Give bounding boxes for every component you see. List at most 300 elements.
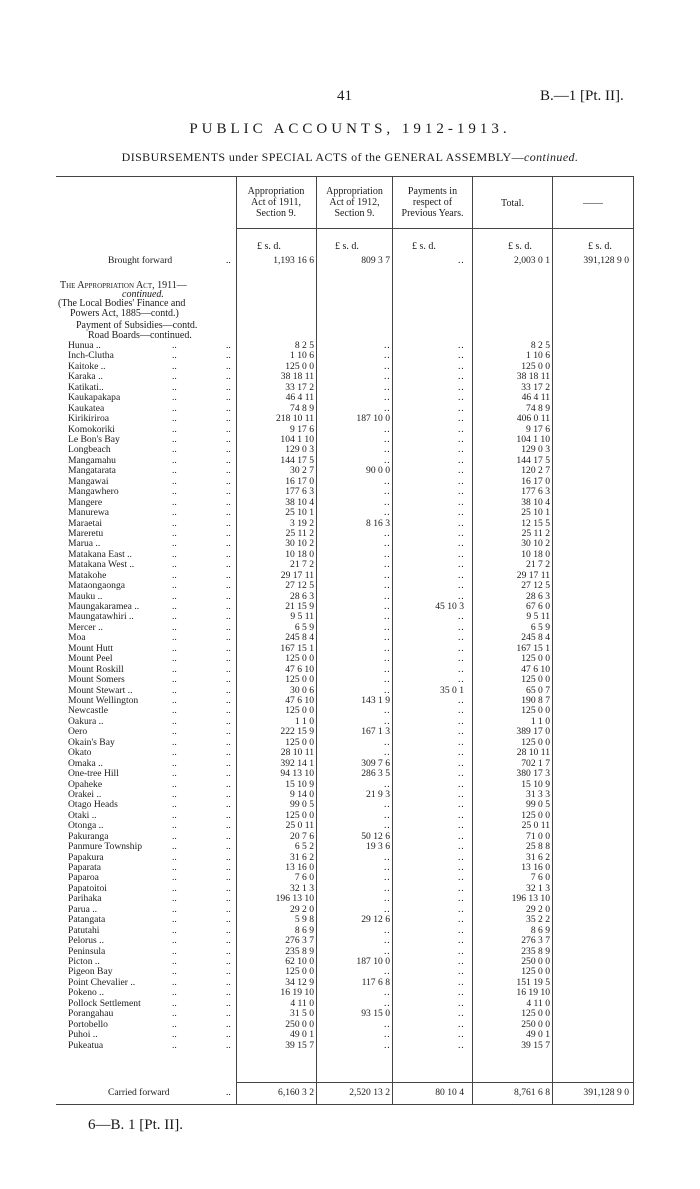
leader-dots: ..: [172, 496, 177, 508]
leader-dots: ..: [226, 632, 231, 644]
leader-dots: ..: [226, 726, 231, 738]
amount-total: 32 1 3: [526, 882, 550, 894]
amount-total: 16 17 0: [521, 475, 550, 487]
amount-total: 177 6 3: [521, 486, 550, 498]
amount-1911: 32 1 3: [290, 882, 314, 894]
amount-1911: 25 0 11: [285, 820, 314, 832]
road-board-name: Paparata: [68, 862, 102, 873]
leader-dots: ..: [226, 548, 231, 560]
road-board-name: Longbeach: [68, 444, 111, 456]
leader-dots: ..: [172, 674, 177, 686]
leader-dots: ..: [226, 799, 231, 811]
table-row: [0, 477, 700, 487]
amount-1911: 30 0 6: [290, 684, 314, 696]
amount-1911: 31 6 2: [290, 851, 314, 863]
amount-1912: ‥: [383, 454, 390, 466]
amount-1911: 7 6 0: [294, 872, 314, 884]
amount-previous-years: ‥: [457, 945, 464, 957]
leader-dots: ..: [226, 862, 231, 873]
table-row: [0, 1020, 700, 1030]
leader-dots: ..: [172, 976, 177, 988]
road-board-name: Matakohe: [68, 569, 107, 581]
road-board-name: Newcastle: [68, 705, 108, 717]
amount-1911: 25 10 1: [285, 507, 314, 518]
leader-dots: ..: [172, 663, 177, 675]
table-row: [0, 727, 700, 737]
table-row: [0, 633, 700, 643]
amount-1912: ‥: [383, 653, 390, 665]
amount-total: 33 17 2: [521, 381, 550, 393]
road-board-name: Mauku ..: [68, 590, 103, 602]
amount-total: 65 0 7: [526, 684, 550, 696]
road-board-name: Pigeon Bay: [68, 966, 113, 978]
carried-forward-label: Carried forward: [108, 1087, 170, 1098]
table-row: [0, 884, 700, 894]
amount-total: 15 10 9: [521, 778, 550, 790]
leader-dots: ..: [172, 1018, 177, 1030]
amount-previous-years: ‥: [457, 966, 464, 978]
amount-1912: ‥: [383, 434, 390, 445]
road-board-name: Kaitoke ..: [68, 360, 106, 372]
amount-previous-years: ‥: [457, 402, 464, 414]
amount-1911: 218 10 11: [275, 413, 314, 425]
carried-forward-1911: 6,160 3 2: [278, 1087, 314, 1098]
leader-dots: ..: [172, 1039, 177, 1051]
road-board-name: Puhoi ..: [68, 1029, 98, 1040]
leader-dots: ..: [226, 663, 231, 675]
amount-total: 1 1 0: [530, 715, 550, 727]
road-board-name: Patangata: [68, 914, 106, 926]
amount-total: 235 8 9: [521, 945, 550, 957]
page-footer: 6—B. 1 [Pt. II].: [88, 1117, 183, 1133]
amount-total: 9 17 6: [526, 423, 550, 435]
leader-dots: ..: [172, 705, 177, 717]
table-row: [0, 487, 700, 497]
amount-1911: 9 17 6: [290, 423, 314, 435]
amount-total: 27 12 5: [521, 580, 550, 592]
amount-total: 28 10 11: [516, 747, 550, 759]
amount-previous-years: ‥: [457, 882, 464, 894]
table-row: [0, 686, 700, 696]
leader-dots: ..: [226, 1087, 231, 1098]
leader-dots: ..: [226, 768, 231, 779]
road-board-name: Le Bon's Bay: [68, 434, 120, 445]
amount-1912: ‥: [383, 997, 390, 1009]
table-row: [0, 456, 700, 466]
table-row: [0, 654, 700, 664]
column-header-line: Appropriation: [326, 186, 383, 197]
road-board-name: Kaukapakapa: [68, 392, 121, 404]
road-board-name: Kaukatea: [68, 402, 105, 414]
amount-1912: ‥: [383, 987, 390, 999]
leader-dots: ..: [172, 747, 177, 759]
amount-1911: 21 7 2: [290, 559, 314, 571]
leader-dots: ..: [226, 507, 231, 518]
leader-dots: ..: [172, 799, 177, 811]
road-board-name: One-tree Hill: [68, 768, 119, 779]
amount-previous-years: ‥: [457, 653, 464, 665]
amount-previous-years: ‥: [457, 381, 464, 393]
leader-dots: ..: [172, 851, 177, 863]
leader-dots: ..: [226, 935, 231, 947]
leader-dots: ..: [172, 569, 177, 581]
amount-1911: 125 0 0: [285, 966, 314, 978]
amount-previous-years: ‥: [457, 548, 464, 560]
amount-previous-years: ‥: [457, 747, 464, 759]
leader-dots: ..: [172, 527, 177, 539]
amount-total: 21 7 2: [526, 559, 550, 571]
leader-dots: ..: [226, 851, 231, 863]
amount-previous-years: ‥: [457, 413, 464, 425]
road-board-name: Pelorus ..: [68, 935, 104, 947]
amount-previous-years: ‥: [457, 434, 464, 445]
header-rule: [236, 228, 634, 229]
amount-previous-years: 45 10 3: [435, 601, 464, 612]
leader-dots: ..: [172, 997, 177, 1009]
leader-dots: ..: [226, 945, 231, 957]
amount-previous-years: ‥: [457, 705, 464, 717]
amount-total: 250 0 0: [521, 956, 550, 967]
amount-total: 49 0 1: [526, 1029, 550, 1040]
amount-total: 31 6 2: [526, 851, 550, 863]
sub-act-heading: (The Local Bodies' Finance and: [58, 298, 186, 309]
amount-previous-years: ‥: [457, 360, 464, 372]
amount-1911: 29 2 0: [290, 903, 314, 915]
amount-1912: 117 6 8: [361, 976, 390, 988]
leader-dots: ..: [172, 434, 177, 445]
amount-1912: 50 12 6: [361, 830, 390, 842]
leader-dots: ..: [226, 914, 231, 926]
column-header-line: Act of 1911,: [251, 197, 301, 208]
column-header-1912: [317, 186, 392, 219]
table-row: [0, 1041, 700, 1051]
road-board-name: Pukeatua: [68, 1039, 104, 1051]
currency-marker: £ s. d.: [508, 241, 532, 252]
road-board-name: Pokeno ..: [68, 987, 104, 999]
amount-1911: 94 13 10: [280, 768, 314, 779]
table-row: [0, 905, 700, 915]
amount-1912: ‥: [383, 486, 390, 498]
amount-1912: ‥: [383, 580, 390, 592]
leader-dots: ..: [172, 809, 177, 821]
road-boards-heading: Road Boards—continued.: [88, 330, 192, 341]
amount-1911: 129 0 3: [285, 444, 314, 456]
table-row: [0, 926, 700, 936]
leader-dots: ..: [172, 621, 177, 633]
leader-dots: ..: [172, 820, 177, 832]
amount-1912: ‥: [383, 642, 390, 654]
amount-previous-years: ‥: [457, 569, 464, 581]
leader-dots: ..: [226, 1008, 231, 1020]
amount-total: 104 1 10: [516, 434, 550, 445]
amount-1911: 392 14 1: [280, 757, 314, 769]
leader-dots: ..: [226, 997, 231, 1009]
amount-1911: 144 17 5: [280, 454, 314, 466]
road-board-name: Orakei ..: [68, 788, 102, 800]
amount-total: 67 6 0: [526, 601, 550, 612]
amount-total: 702 1 7: [521, 757, 550, 769]
amount-1912: ‥: [383, 1018, 390, 1030]
amount-1911: 235 8 9: [285, 945, 314, 957]
leader-dots: ..: [172, 601, 177, 612]
road-board-name: Mangamahu: [68, 454, 116, 466]
leader-dots: ..: [172, 841, 177, 853]
amount-total: 39 15 7: [521, 1039, 550, 1051]
table-row: [0, 999, 700, 1009]
amount-1911: 8 2 5: [294, 340, 314, 351]
amount-1912: ‥: [383, 350, 390, 362]
amount-total: 46 4 11: [521, 392, 550, 404]
amount-total: 129 0 3: [521, 444, 550, 456]
leader-dots: ..: [226, 255, 231, 266]
amount-total: 389 17 0: [516, 726, 550, 738]
leader-dots: ..: [226, 830, 231, 842]
amount-total: 151 19 5: [516, 976, 550, 988]
leader-dots: ..: [226, 434, 231, 445]
leader-dots: ..: [172, 956, 177, 967]
amount-previous-years: ‥: [457, 580, 464, 592]
leader-dots: ..: [172, 486, 177, 498]
amount-total: 35 2 2: [526, 914, 550, 926]
carried-forward-other: 391,128 9 0: [583, 1087, 629, 1098]
table-row: [0, 780, 700, 790]
leader-dots: ..: [226, 371, 231, 383]
amount-1912: ‥: [383, 392, 390, 404]
road-board-name: Kirikiriroa: [68, 413, 110, 425]
amount-total: 99 0 5: [526, 799, 550, 811]
table-row: [0, 769, 700, 779]
leader-dots: ..: [172, 778, 177, 790]
carried-forward-previous: 80 10 4: [435, 1087, 464, 1098]
leader-dots: ..: [172, 392, 177, 404]
amount-total: 245 8 4: [521, 632, 550, 644]
amount-previous-years: ‥: [457, 392, 464, 404]
amount-1911: 125 0 0: [285, 736, 314, 748]
leader-dots: ..: [172, 966, 177, 978]
amount-total: 10 18 0: [521, 548, 550, 560]
column-header-line: respect of: [412, 197, 453, 208]
amount-total: 125 0 0: [521, 1008, 550, 1020]
amount-previous-years: ‥: [457, 486, 464, 498]
amount-1912: ‥: [383, 872, 390, 884]
table-row: [0, 529, 700, 539]
leader-dots: ..: [172, 350, 177, 362]
leader-dots: ..: [226, 381, 231, 393]
sub-act-heading-2: Powers Act, 1885—contd.): [70, 308, 179, 319]
amount-1912: ‥: [383, 809, 390, 821]
leader-dots: ..: [172, 611, 177, 623]
amount-1911: 20 7 6: [290, 830, 314, 842]
amount-1911: 38 18 11: [280, 371, 314, 383]
amount-1911: 28 10 11: [280, 747, 314, 759]
amount-1912: ‥: [383, 674, 390, 686]
amount-1911: 33 17 2: [285, 381, 314, 393]
amount-1912: ‥: [383, 966, 390, 978]
brought-forward-row: [0, 256, 700, 266]
leader-dots: ..: [226, 674, 231, 686]
amount-1911: 34 12 9: [285, 976, 314, 988]
road-board-name: Mareretu: [68, 527, 104, 539]
leader-dots: ..: [226, 590, 231, 602]
column-header-line: Payments in: [407, 186, 458, 197]
amount-1912: 93 15 0: [361, 1008, 390, 1020]
amount-previous-years: ‥: [457, 851, 464, 863]
amount-1912: ‥: [383, 935, 390, 947]
leader-dots: ..: [172, 914, 177, 926]
amount-1911: 10 18 0: [285, 548, 314, 560]
leader-dots: ..: [172, 788, 177, 800]
leader-dots: ..: [226, 475, 231, 487]
table-row: [0, 947, 700, 957]
leader-dots: ..: [172, 538, 177, 550]
amount-total: 12 15 5: [521, 517, 550, 529]
amount-total: 276 3 7: [521, 935, 550, 947]
amount-total: 1 10 6: [526, 350, 550, 362]
road-board-name: Paparoa: [68, 872, 99, 884]
amount-1912: ‥: [383, 799, 390, 811]
road-board-name: Parua ..: [68, 903, 98, 915]
amount-1912: ‥: [383, 475, 390, 487]
leader-dots: ..: [172, 580, 177, 592]
amount-1911: 177 6 3: [285, 486, 314, 498]
table-row: [0, 623, 700, 633]
leader-dots: ..: [226, 601, 231, 612]
page-subtitle: [0, 150, 700, 165]
amount-1912: ‥: [383, 1039, 390, 1051]
table-row: [0, 800, 700, 810]
amount-total: 30 10 2: [521, 538, 550, 550]
amount-previous-years: ‥: [457, 350, 464, 362]
leader-dots: ..: [226, 788, 231, 800]
leader-dots: ..: [172, 695, 177, 706]
amount-1912: ‥: [383, 715, 390, 727]
leader-dots: ..: [172, 945, 177, 957]
amount-total: 31 3 3: [526, 788, 550, 800]
leader-dots: ..: [172, 642, 177, 654]
leader-dots: ..: [226, 653, 231, 665]
amount-total: 120 2 7: [521, 465, 550, 477]
amount-1912: 90 0 0: [366, 465, 390, 477]
road-board-name: Hunua ..: [68, 340, 101, 351]
table-row: [0, 1009, 700, 1019]
road-board-name: Moa: [68, 632, 86, 644]
table-row: [0, 988, 700, 998]
table-row: [0, 362, 700, 372]
amount-previous-years: ‥: [457, 862, 464, 873]
leader-dots: ..: [172, 517, 177, 529]
amount-total: 196 13 10: [511, 893, 550, 905]
act-heading: The Appropriation Act, 1911—: [60, 280, 187, 291]
leader-dots: ..: [172, 872, 177, 884]
road-board-name: Porangahau: [68, 1008, 114, 1020]
amount-1912: ‥: [383, 423, 390, 435]
currency-marker: £ s. d.: [588, 241, 612, 252]
leader-dots: ..: [172, 893, 177, 905]
leader-dots: ..: [172, 903, 177, 915]
leader-dots: ..: [226, 360, 231, 372]
road-board-name: Mangawai: [68, 475, 109, 487]
leader-dots: ..: [226, 559, 231, 571]
amount-1911: 38 10 4: [285, 496, 314, 508]
amount-previous-years: ‥: [457, 527, 464, 539]
amount-previous-years: ‥: [457, 997, 464, 1009]
amount-1912: ‥: [383, 621, 390, 633]
amount-1911: 1 1 0: [294, 715, 314, 727]
column-header-previous-years: [393, 186, 472, 219]
amount-total: 38 18 11: [516, 371, 550, 383]
amount-1911: 5 9 8: [294, 914, 314, 926]
amount-total: 29 2 0: [526, 903, 550, 915]
amount-1911: 125 0 0: [285, 809, 314, 821]
amount-previous-years: ‥: [457, 903, 464, 915]
road-board-name: Oakura ..: [68, 715, 104, 727]
leader-dots: ..: [172, 1029, 177, 1040]
leader-dots: ..: [172, 507, 177, 518]
leader-dots: ..: [172, 1008, 177, 1020]
table-row: [0, 539, 700, 549]
leader-dots: ..: [226, 882, 231, 894]
leader-dots: ..: [226, 872, 231, 884]
leader-dots: ..: [226, 423, 231, 435]
leader-dots: ..: [172, 340, 177, 351]
table-row: [0, 706, 700, 716]
amount-1912: 21 9 3: [366, 788, 390, 800]
table-row: [0, 748, 700, 758]
amount-1911: 30 2 7: [290, 465, 314, 477]
amount-1911: 6 5 9: [294, 621, 314, 633]
amount-1912: ‥: [383, 893, 390, 905]
leader-dots: ..: [172, 882, 177, 894]
table-row: [0, 967, 700, 977]
leader-dots: ..: [226, 340, 231, 351]
amount-total: 47 6 10: [521, 663, 550, 675]
column-header-line: Appropriation: [247, 186, 305, 197]
leader-dots: ..: [226, 893, 231, 905]
leader-dots: ..: [226, 611, 231, 623]
amount-previous-years: ‥: [457, 956, 464, 967]
amount-previous-years: ‥: [457, 935, 464, 947]
leader-dots: ..: [172, 684, 177, 696]
table-top-rule: [56, 176, 634, 177]
document-reference: B.—1 [Pt. II].: [540, 88, 624, 104]
amount-1911: 46 4 11: [285, 392, 314, 404]
table-row: [0, 863, 700, 873]
leader-dots: ..: [172, 444, 177, 456]
amount-1912: ‥: [383, 903, 390, 915]
column-header-line: Section 9.: [334, 208, 375, 219]
road-board-name: Karaka ..: [68, 371, 103, 383]
brought-forward-1911: 1,193 16 6: [273, 255, 314, 266]
table-bottom-rule: [56, 1104, 634, 1105]
amount-previous-years: ‥: [457, 695, 464, 706]
column-header-line: Previous Years.: [401, 208, 464, 219]
amount-total: 167 15 1: [516, 642, 550, 654]
table-row: [0, 811, 700, 821]
amount-1912: ‥: [383, 601, 390, 612]
amount-1911: 39 15 7: [285, 1039, 314, 1051]
leader-dots: ..: [172, 454, 177, 466]
amount-1911: 125 0 0: [285, 653, 314, 665]
road-board-name: Otaki ..: [68, 809, 97, 821]
road-board-name: Maraetai: [68, 517, 103, 529]
table-row: [0, 1030, 700, 1040]
column-header-line: Section 9.: [256, 208, 296, 219]
table-row: [0, 936, 700, 946]
amount-1912: 286 3 5: [361, 768, 390, 779]
amount-1911: 125 0 0: [285, 360, 314, 372]
amount-total: 250 0 0: [521, 1018, 550, 1030]
road-board-name: Mount Somers: [68, 674, 125, 686]
